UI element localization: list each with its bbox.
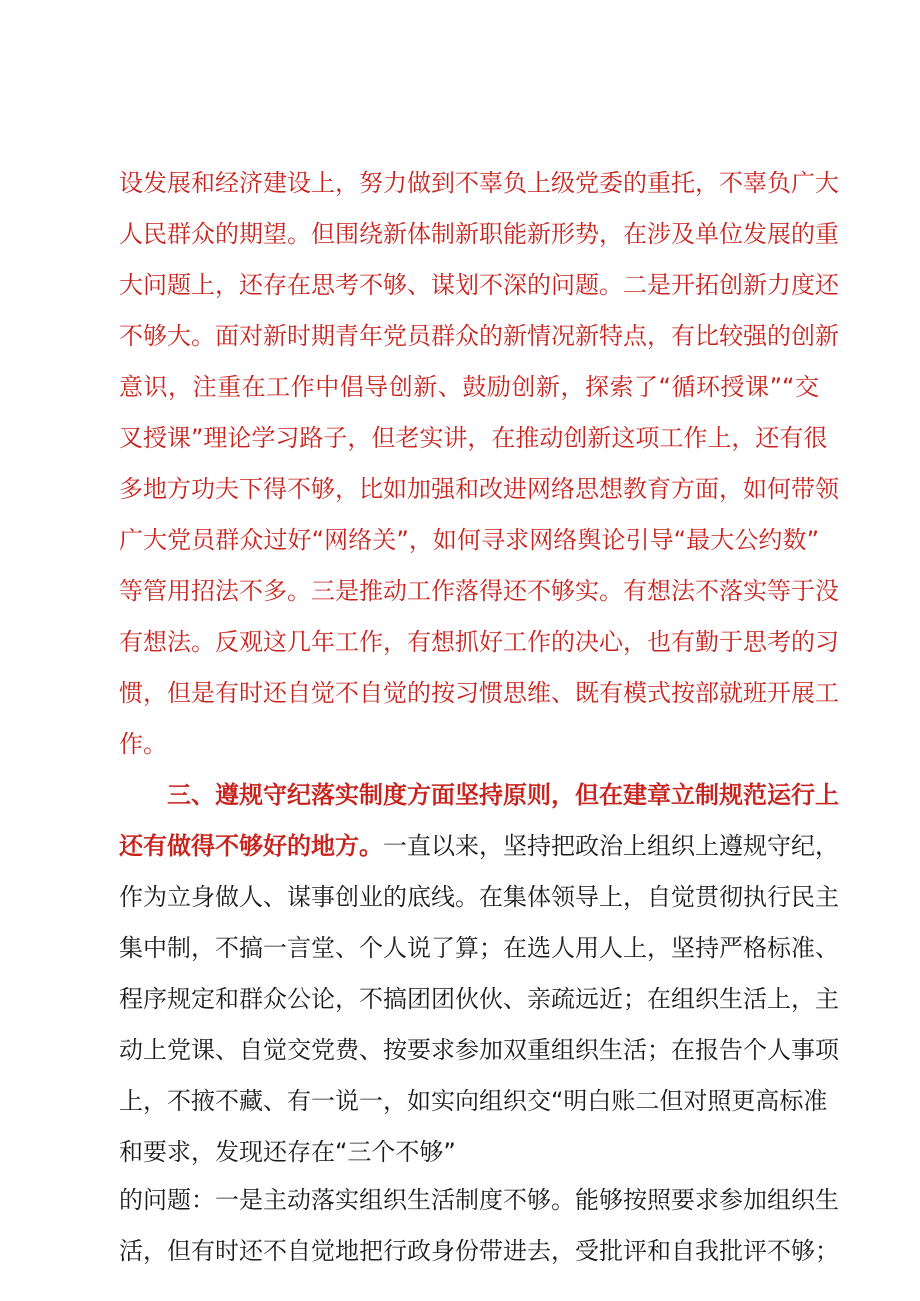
body-paragraph-line: 作为立身做人、谋事创业的底线。在集体领导上，自觉贯彻执行民主 [119, 883, 839, 911]
red-paragraph-line: 等管用招法不多。三是推动工作落得还不够实。有想法不落实等于没 [119, 577, 839, 605]
section-heading: 三、遵规守纪落实制度方面坚持原则，但在建章立制规范运行上 [167, 781, 839, 809]
body-paragraph-line: 程序规定和群众公论，不搞团团伙伙、亲疏远近；在组织生活上，主 [119, 985, 839, 1013]
red-paragraph-line: 多地方功夫下得不够，比如加强和改进网络思想教育方面，如何带领 [119, 475, 839, 503]
red-paragraph-line: 惯，但是有时还自觉不自觉的按习惯思维、既有模式按部就班开展工 [119, 679, 839, 707]
red-paragraph-line: 意识，注重在工作中倡导创新、鼓励创新，探索了“循环授课”“交 [119, 373, 819, 401]
body-paragraph-line: 集中制，不搞一言堂、个人说了算；在选人用人上，坚持严格标准、 [119, 934, 839, 962]
red-paragraph-line: 广大党员群众过好“网络关”，如何寻求网络舆论引导“最大公约数” [119, 526, 819, 554]
body-paragraph-line: 的问题：一是主动落实组织生活制度不够。能够按照要求参加组织生 [119, 1186, 839, 1214]
red-paragraph-line: 有想法。反观这几年工作，有想抓好工作的决心，也有勤于思考的习 [119, 628, 839, 656]
red-paragraph-line: 不够大。面对新时期青年党员群众的新情况新特点，有比较强的创新 [119, 322, 839, 350]
section-heading-continuation [119, 824, 839, 868]
red-paragraph-line: 人民群众的期望。但围绕新体制新职能新形势，在涉及单位发展的重 [119, 220, 839, 248]
red-paragraph-line: 叉授课”理论学习路子，但老实讲，在推动创新这项工作上，还有很 [119, 424, 828, 452]
red-paragraph-line: 作。 [119, 730, 167, 758]
body-text: 一直以来，坚持把政治上组织上遵规守纪， [383, 832, 839, 860]
section-heading-tail: 还有做得不够好的地方。 [119, 832, 383, 860]
body-paragraph-line: 和要求，发现还存在“三个不够” [119, 1138, 456, 1166]
body-paragraph-line: 动上党课、自觉交党费、按要求参加双重组织生活；在报告个人事项 [119, 1036, 839, 1064]
body-paragraph-line: 上，不掖不藏、有一说一，如实向组织交“明白账二但对照更高标准 [119, 1087, 828, 1115]
red-paragraph-line: 设发展和经济建设上，努力做到不辜负上级党委的重托，不辜负广大 [119, 169, 839, 197]
body-paragraph-line: 活，但有时还不自觉地把行政身份带进去，受批评和自我批评不够； [119, 1237, 839, 1265]
red-paragraph-line: 大问题上，还存在思考不够、谋划不深的问题。二是开拓创新力度还 [119, 271, 839, 299]
